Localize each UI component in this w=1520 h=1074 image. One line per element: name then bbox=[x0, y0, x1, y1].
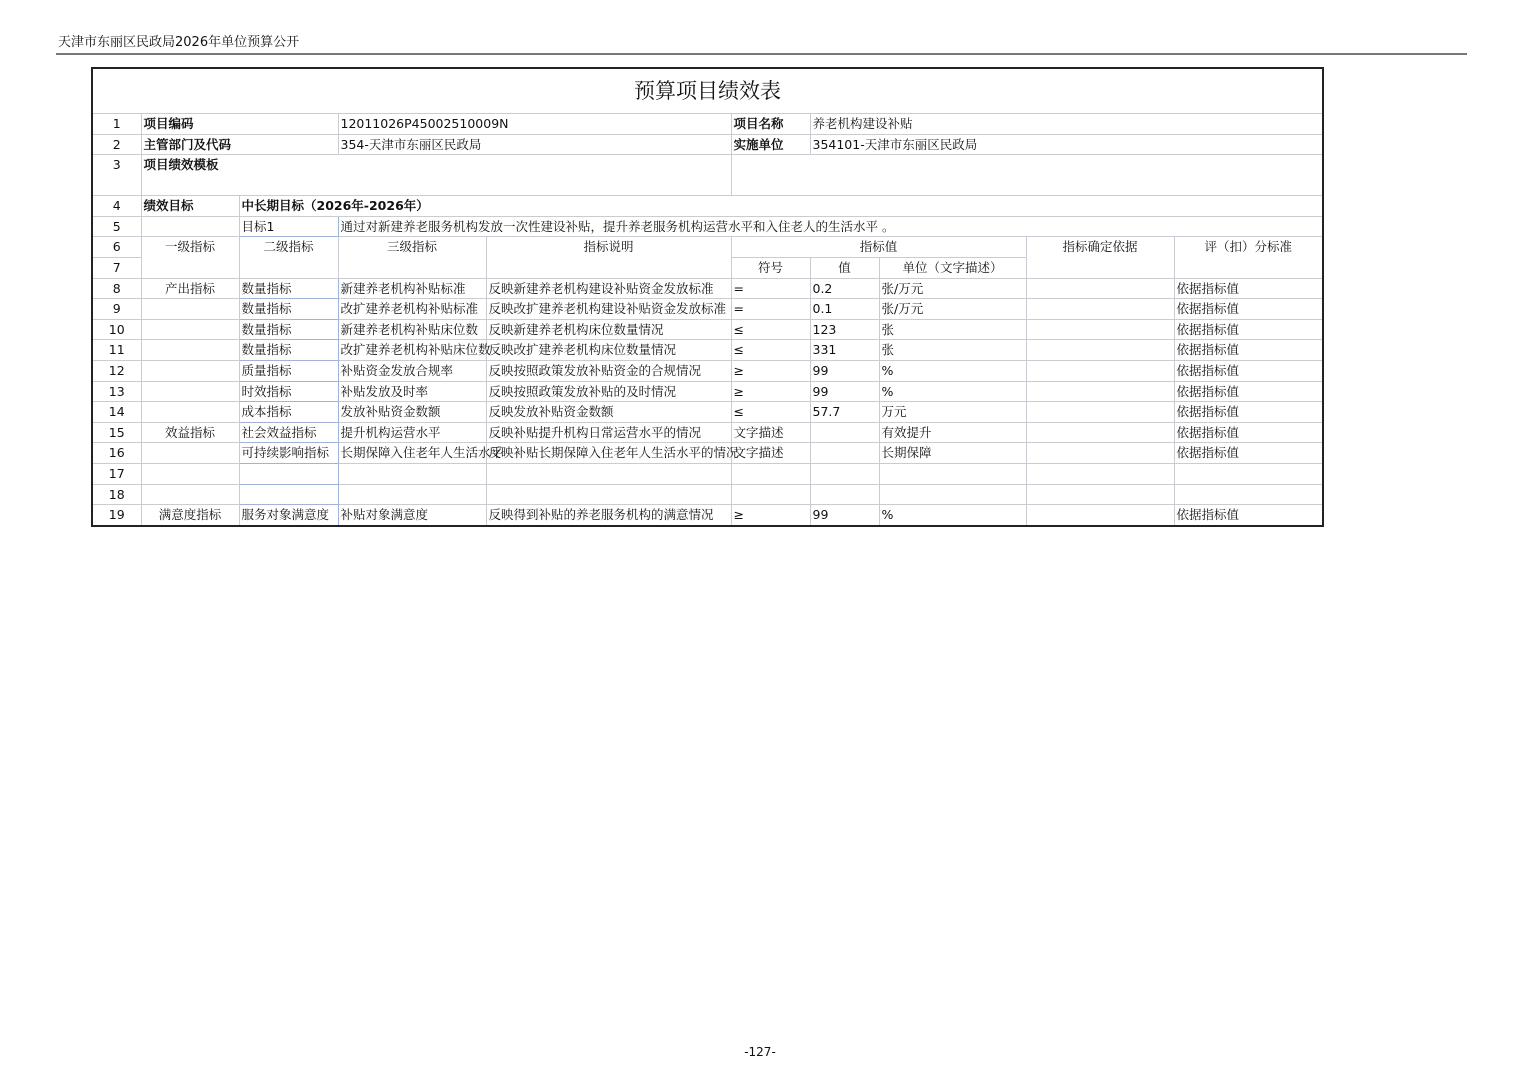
title-row bbox=[92, 68, 1323, 114]
project-code-label: 项目编码 bbox=[141, 114, 338, 135]
indicator-value bbox=[810, 484, 879, 505]
row-number: 3 bbox=[92, 155, 141, 196]
indicator-unit: 张/万元 bbox=[879, 299, 1026, 320]
indicator-symbol: = bbox=[731, 278, 810, 299]
header-value: 值 bbox=[810, 257, 879, 278]
level1-indicator bbox=[141, 402, 239, 423]
row-number: 8 bbox=[92, 278, 141, 299]
department-value: 354-天津市东丽区民政局 bbox=[338, 134, 731, 155]
indicator-value: 99 bbox=[810, 381, 879, 402]
level2-indicator: 数量指标 bbox=[239, 340, 338, 361]
implementing-unit-label: 实施单位 bbox=[731, 134, 810, 155]
level1-indicator: 产出指标 bbox=[141, 278, 239, 299]
project-name-value: 养老机构建设补贴 bbox=[810, 114, 1323, 135]
indicator-unit bbox=[879, 463, 1026, 484]
level2-indicator: 数量指标 bbox=[239, 299, 338, 320]
level2-indicator: 质量指标 bbox=[239, 360, 338, 381]
level1-indicator bbox=[141, 443, 239, 464]
indicator-symbol: ≥ bbox=[731, 381, 810, 402]
row-number: 7 bbox=[92, 257, 141, 278]
goal-label: 绩效目标 bbox=[141, 196, 239, 217]
indicator-basis bbox=[1026, 360, 1174, 381]
row-number: 12 bbox=[92, 360, 141, 381]
indicator-description: 反映补贴提升机构日常运营水平的情况 bbox=[486, 422, 731, 443]
level1-indicator bbox=[141, 299, 239, 320]
row-number: 16 bbox=[92, 443, 141, 464]
header-level3: 三级指标 bbox=[338, 237, 486, 278]
row-project-code bbox=[92, 114, 1323, 135]
header-basis: 指标确定依据 bbox=[1026, 237, 1174, 278]
scoring-standard: 依据指标值 bbox=[1174, 381, 1323, 402]
level1-indicator: 效益指标 bbox=[141, 422, 239, 443]
indicator-basis bbox=[1026, 299, 1174, 320]
indicator-value: 0.1 bbox=[810, 299, 879, 320]
indicator-symbol: = bbox=[731, 299, 810, 320]
row-number: 11 bbox=[92, 340, 141, 361]
level3-indicator: 发放补贴资金数额 bbox=[338, 402, 486, 423]
indicator-description: 反映改扩建养老机构床位数量情况 bbox=[486, 340, 731, 361]
indicator-unit: % bbox=[879, 381, 1026, 402]
indicator-unit: 万元 bbox=[879, 402, 1026, 423]
level2-indicator: 可持续影响指标 bbox=[239, 443, 338, 464]
row-number: 19 bbox=[92, 505, 141, 526]
header-scoring: 评（扣）分标准 bbox=[1174, 237, 1323, 278]
header-level1: 一级指标 bbox=[141, 237, 239, 278]
indicator-value bbox=[810, 422, 879, 443]
indicator-description: 反映发放补贴资金数额 bbox=[486, 402, 731, 423]
level3-indicator bbox=[338, 484, 486, 505]
indicator-basis bbox=[1026, 422, 1174, 443]
level1-indicator bbox=[141, 319, 239, 340]
indicator-description: 反映新建养老机构建设补贴资金发放标准 bbox=[486, 278, 731, 299]
indicator-basis bbox=[1026, 278, 1174, 299]
row-column-header bbox=[92, 237, 1323, 258]
indicator-symbol: 文字描述 bbox=[731, 422, 810, 443]
template-value bbox=[731, 155, 1323, 196]
indicator-symbol bbox=[731, 463, 810, 484]
row-number: 14 bbox=[92, 402, 141, 423]
indicator-description: 反映补贴长期保障入住老年人生活水平的情况 bbox=[486, 443, 731, 464]
indicator-description: 反映按照政策发放补贴资金的合规情况 bbox=[486, 360, 731, 381]
row-number: 18 bbox=[92, 484, 141, 505]
indicator-symbol: ≤ bbox=[731, 319, 810, 340]
indicator-row bbox=[92, 484, 1323, 505]
indicator-unit: 张 bbox=[879, 340, 1026, 361]
scoring-standard: 依据指标值 bbox=[1174, 402, 1323, 423]
row-department bbox=[92, 134, 1323, 155]
goal-period: 中长期目标（2026年-2026年） bbox=[239, 196, 1323, 217]
indicator-basis bbox=[1026, 484, 1174, 505]
scoring-standard: 依据指标值 bbox=[1174, 340, 1323, 361]
indicator-row bbox=[92, 360, 1323, 381]
indicator-basis bbox=[1026, 443, 1174, 464]
indicator-description bbox=[486, 484, 731, 505]
row-goal-1 bbox=[92, 216, 1323, 237]
level3-indicator: 新建养老机构补贴床位数 bbox=[338, 319, 486, 340]
level2-indicator bbox=[239, 463, 338, 484]
level3-indicator: 补贴对象满意度 bbox=[338, 505, 486, 526]
level3-indicator: 补贴发放及时率 bbox=[338, 381, 486, 402]
indicator-value: 123 bbox=[810, 319, 879, 340]
row-number: 4 bbox=[92, 196, 141, 217]
level1-indicator: 满意度指标 bbox=[141, 505, 239, 526]
indicator-basis bbox=[1026, 319, 1174, 340]
scoring-standard: 依据指标值 bbox=[1174, 505, 1323, 526]
level2-indicator: 成本指标 bbox=[239, 402, 338, 423]
scoring-standard: 依据指标值 bbox=[1174, 278, 1323, 299]
scoring-standard: 依据指标值 bbox=[1174, 319, 1323, 340]
level2-indicator: 社会效益指标 bbox=[239, 422, 338, 443]
page-number: -127- bbox=[744, 1045, 776, 1059]
row-number: 1 bbox=[92, 114, 141, 135]
indicator-row bbox=[92, 299, 1323, 320]
implementing-unit-value: 354101-天津市东丽区民政局 bbox=[810, 134, 1323, 155]
scoring-standard: 依据指标值 bbox=[1174, 299, 1323, 320]
header-divider bbox=[56, 53, 1467, 55]
template-label: 项目绩效模板 bbox=[141, 155, 731, 196]
indicator-symbol: ≤ bbox=[731, 340, 810, 361]
scoring-standard: 依据指标值 bbox=[1174, 422, 1323, 443]
project-code-value: 12011026P45002510009N bbox=[338, 114, 731, 135]
scoring-standard bbox=[1174, 484, 1323, 505]
row-goal-header bbox=[92, 196, 1323, 217]
row-number: 9 bbox=[92, 299, 141, 320]
header-symbol: 符号 bbox=[731, 257, 810, 278]
level3-indicator: 新建养老机构补贴标准 bbox=[338, 278, 486, 299]
level3-indicator: 补贴资金发放合规率 bbox=[338, 360, 486, 381]
row-number: 6 bbox=[92, 237, 141, 258]
indicator-description: 反映得到补贴的养老服务机构的满意情况 bbox=[486, 505, 731, 526]
indicator-value: 99 bbox=[810, 505, 879, 526]
goal-1-text: 通过对新建养老服务机构发放一次性建设补贴，提升养老服务机构运营水平和入住老人的生活水平 。 bbox=[338, 216, 1323, 237]
indicator-unit bbox=[879, 484, 1026, 505]
indicator-value: 0.2 bbox=[810, 278, 879, 299]
level1-indicator bbox=[141, 484, 239, 505]
indicator-basis bbox=[1026, 381, 1174, 402]
page-header: 天津市东丽区民政局2026年单位预算公开 bbox=[58, 35, 300, 50]
level1-indicator bbox=[141, 463, 239, 484]
indicator-symbol: ≥ bbox=[731, 360, 810, 381]
scoring-standard: 依据指标值 bbox=[1174, 360, 1323, 381]
indicator-row bbox=[92, 422, 1323, 443]
row-number: 15 bbox=[92, 422, 141, 443]
level3-indicator: 改扩建养老机构补贴标准 bbox=[338, 299, 486, 320]
level3-indicator: 改扩建养老机构补贴床位数 bbox=[338, 340, 486, 361]
indicator-description: 反映改扩建养老机构建设补贴资金发放标准 bbox=[486, 299, 731, 320]
level1-indicator bbox=[141, 381, 239, 402]
indicator-symbol: 文字描述 bbox=[731, 443, 810, 464]
level1-indicator bbox=[141, 360, 239, 381]
header-unit: 单位（文字描述） bbox=[879, 257, 1026, 278]
row-number: 10 bbox=[92, 319, 141, 340]
level1-indicator bbox=[141, 340, 239, 361]
indicator-basis bbox=[1026, 463, 1174, 484]
performance-table bbox=[91, 67, 1324, 527]
indicator-unit: 长期保障 bbox=[879, 443, 1026, 464]
goal-spacer bbox=[141, 216, 239, 237]
indicator-symbol: ≥ bbox=[731, 505, 810, 526]
row-number: 5 bbox=[92, 216, 141, 237]
indicator-row bbox=[92, 463, 1323, 484]
indicator-unit: % bbox=[879, 360, 1026, 381]
indicator-symbol bbox=[731, 484, 810, 505]
level2-indicator: 数量指标 bbox=[239, 319, 338, 340]
indicator-row bbox=[92, 443, 1323, 464]
level2-indicator bbox=[239, 484, 338, 505]
indicator-value: 331 bbox=[810, 340, 879, 361]
level3-indicator: 长期保障入住老年人生活水平 bbox=[338, 443, 486, 464]
header-level2: 二级指标 bbox=[239, 237, 338, 278]
indicator-symbol: ≤ bbox=[731, 402, 810, 423]
indicator-basis bbox=[1026, 402, 1174, 423]
scoring-standard: 依据指标值 bbox=[1174, 443, 1323, 464]
indicator-row bbox=[92, 278, 1323, 299]
header-indicator-value: 指标值 bbox=[731, 237, 1026, 258]
level3-indicator: 提升机构运营水平 bbox=[338, 422, 486, 443]
level2-indicator: 时效指标 bbox=[239, 381, 338, 402]
row-number: 13 bbox=[92, 381, 141, 402]
indicator-description: 反映按照政策发放补贴的及时情况 bbox=[486, 381, 731, 402]
indicator-description: 反映新建养老机构床位数量情况 bbox=[486, 319, 731, 340]
department-label: 主管部门及代码 bbox=[141, 134, 338, 155]
indicator-unit: % bbox=[879, 505, 1026, 526]
indicator-row bbox=[92, 340, 1323, 361]
indicator-row bbox=[92, 402, 1323, 423]
indicator-basis bbox=[1026, 505, 1174, 526]
indicator-value bbox=[810, 443, 879, 464]
goal-1-label: 目标1 bbox=[239, 216, 338, 237]
indicator-value bbox=[810, 463, 879, 484]
project-name-label: 项目名称 bbox=[731, 114, 810, 135]
indicator-description bbox=[486, 463, 731, 484]
indicator-row bbox=[92, 505, 1323, 526]
indicator-value: 57.7 bbox=[810, 402, 879, 423]
indicator-unit: 张/万元 bbox=[879, 278, 1026, 299]
row-number: 17 bbox=[92, 463, 141, 484]
level2-indicator: 服务对象满意度 bbox=[239, 505, 338, 526]
indicator-row bbox=[92, 319, 1323, 340]
indicator-value: 99 bbox=[810, 360, 879, 381]
indicator-unit: 有效提升 bbox=[879, 422, 1026, 443]
indicator-row bbox=[92, 381, 1323, 402]
header-description: 指标说明 bbox=[486, 237, 731, 278]
indicator-unit: 张 bbox=[879, 319, 1026, 340]
row-number: 2 bbox=[92, 134, 141, 155]
level3-indicator bbox=[338, 463, 486, 484]
level2-indicator: 数量指标 bbox=[239, 278, 338, 299]
table-title: 预算项目绩效表 bbox=[92, 68, 1323, 114]
scoring-standard bbox=[1174, 463, 1323, 484]
row-template bbox=[92, 155, 1323, 196]
indicator-basis bbox=[1026, 340, 1174, 361]
